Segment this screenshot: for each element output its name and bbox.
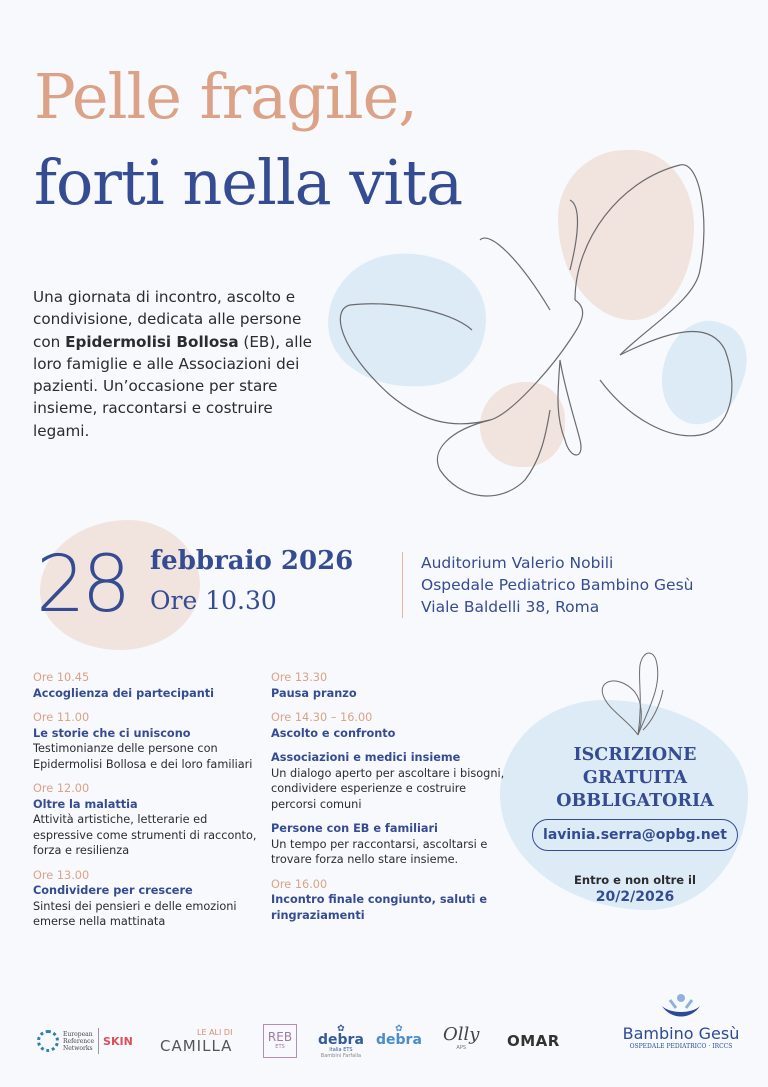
intro-bold: Epidermolisi Bollosa — [65, 332, 239, 351]
deadline-label: Entro e non oltre il — [574, 873, 696, 887]
intro-paragraph: Una giornata di incontro, ascolto e condivisione, dedicata alle persone con Epidermolisi Bollosa (EB), alle loro famiglie e alle Associazioni dei pazienti. Un’occasione per stare insieme, raccontarsi e costruire legami. — [33, 288, 313, 440]
bambino-gesu-logo: Bambino Gesù OSPEDALE PEDIATRICO · IRCCS — [616, 992, 746, 1050]
schedule-item: Ore 14.30 – 16.00 Ascolto e confronto — [271, 711, 396, 740]
divider — [402, 552, 403, 618]
schedule-item: Associazioni e medici insieme Un dialogo aperto per ascoltare i bisogni, condividere esperienze e costruire percorsi comuni — [271, 751, 505, 811]
title-line-2: forti nella vita — [34, 146, 463, 219]
event-time: Ore 10.30 — [150, 586, 277, 615]
sponsor-logos — [0, 1018, 768, 1078]
schedule-item: Ore 13.00 Condividere per crescere Sintesi dei pensieri e delle emozioni emerse nella mattinata — [33, 868, 237, 928]
title-line-1: Pelle fragile, — [34, 60, 417, 133]
debra-logo: ✿ debra — [376, 1024, 422, 1048]
camilla-logo: LE ALI DI CAMILLA — [160, 1028, 233, 1055]
reb-logo: REB ETS — [263, 1024, 297, 1058]
ern-logo: European Reference Networks SKIN — [37, 1028, 133, 1054]
event-venue: Auditorium Valerio Nobili Ospedale Pediatrico Bambino Gesù Viale Baldelli 38, Roma — [421, 554, 694, 616]
omar-logo: OMAR — [507, 1032, 560, 1050]
registration-box: ISCRIZIONE GRATUITA OBBLIGATORIA lavinia.serra@opbg.net Entro e non oltre il 20/2/2026 — [530, 744, 740, 905]
schedule-item: Persone con EB e familiari Un tempo per raccontarsi, ascoltarsi e trovare forza nello stare insieme. — [271, 822, 488, 866]
schedule-column-right — [271, 670, 511, 932]
schedule-column-left — [33, 670, 263, 939]
debra-italia-logo: ✿ debra Italia ETS Bambini Farfalla — [318, 1024, 364, 1059]
schedule-item: Ore 10.45 Accoglienza dei partecipanti — [33, 671, 215, 700]
registration-title: ISCRIZIONE — [573, 745, 697, 765]
event-month-year: febbraio 2026 — [150, 546, 354, 576]
olly-logo: Olly APS — [443, 1024, 480, 1051]
schedule-item: Ore 12.00 Oltre la malattia Attività artistiche, letterarie ed espressive come strumenti di racconto, forza e resilienza — [33, 782, 257, 857]
hands-icon — [656, 992, 706, 1022]
registration-email-link[interactable]: lavinia.serra@opbg.net — [532, 819, 738, 851]
butterfly-icon: ✿ — [395, 1024, 403, 1034]
butterfly-icon: ✿ — [337, 1024, 345, 1034]
ern-dots-icon — [37, 1030, 59, 1052]
schedule-item: Ore 13.30 Pausa pranzo — [271, 671, 357, 700]
schedule-item: Ore 16.00 Incontro finale congiunto, saluti e ringraziamenti — [271, 877, 487, 922]
small-butterfly-icon — [598, 650, 673, 742]
event-day: 28 — [36, 540, 128, 630]
deadline-date: 20/2/2026 — [595, 889, 675, 905]
schedule-item: Ore 11.00 Le storie che ci uniscono Testimonianze delle persone con Epidermolisi Bollosa e dei loro familiari — [33, 711, 253, 771]
